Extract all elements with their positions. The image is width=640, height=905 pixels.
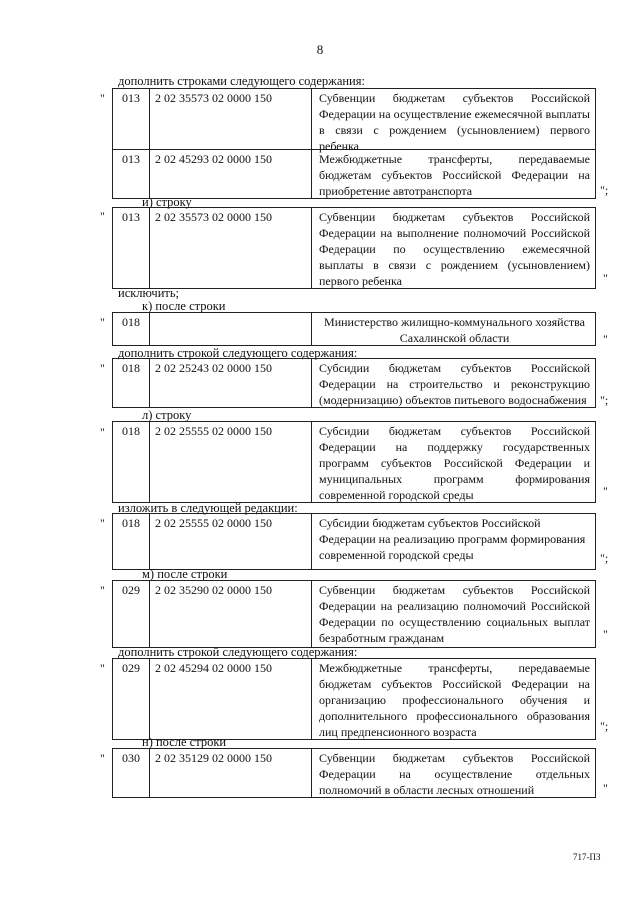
amendment-table: [112, 580, 596, 648]
admin-code-cell: 030: [113, 749, 150, 797]
instruction-text: л) строку: [142, 408, 192, 422]
instruction-text: к) после строки: [142, 299, 226, 313]
table-row: [113, 422, 595, 502]
quote-close: ";: [600, 183, 609, 197]
quote-open: ": [100, 425, 105, 439]
budget-code-cell: 2 02 35573 02 0000 150: [150, 208, 312, 288]
quote-close: ": [603, 484, 608, 498]
description-cell: Субвенции бюджетам субъектов Российской Федерации на реализацию полномочий Российской Федерации по осуществлению социальных выплат безработным гражданам: [319, 583, 590, 645]
quote-open: ": [100, 751, 105, 765]
budget-code-cell: 2 02 35129 02 0000 150: [150, 749, 312, 797]
admin-code-cell: 018: [113, 514, 150, 569]
quote-open: ": [100, 583, 105, 597]
instruction-text: м) после строки: [142, 567, 228, 581]
admin-code-cell: 029: [113, 581, 150, 647]
description-cell: Межбюджетные трансферты, передаваемые бюджетам субъектов Российской Федерации на приобретение автотранспорта: [319, 152, 590, 198]
quote-close: ": [603, 627, 608, 641]
quote-open: ": [100, 516, 105, 530]
admin-code-cell: 013: [113, 89, 150, 149]
description-cell: Министерство жилищно-коммунального хозяйства Сахалинской области: [324, 315, 585, 345]
quote-close: ": [603, 781, 608, 795]
quote-open: ": [100, 361, 105, 375]
description-cell: Межбюджетные трансферты, передаваемые бюджетам субъектов Российской Федерации на организацию профессионального обучения и дополнительного профессионального образования лиц предпенсионного возраста: [319, 661, 590, 739]
page-number: 8: [316, 42, 324, 57]
instruction-text: дополнить строкой следующего содержания:: [118, 346, 358, 360]
budget-code-cell: 2 02 45294 02 0000 150: [150, 659, 312, 739]
amendment-table: [112, 421, 596, 503]
description-cell: Субсидии бюджетам субъектов Российской Федерации на поддержку государственных программ субъектов Российской Федерации и муниципальных программ формирования современной городской среды: [319, 424, 590, 502]
admin-code-cell: 013: [113, 150, 150, 198]
table-row: [113, 313, 595, 345]
instruction-text: дополнить строкой следующего содержания:: [118, 645, 358, 659]
description-cell: Субвенции бюджетам субъектов Российской Федерации на выполнение полномочий Российской Федерации по осуществлению ежемесячной выплаты в связи с рождением (усыновлением) первого ребенка: [319, 210, 590, 288]
budget-code-cell: 2 02 25555 02 0000 150: [150, 514, 312, 569]
amendment-table: [112, 513, 596, 570]
quote-close: ": [603, 271, 608, 285]
budget-code-cell: 2 02 25243 02 0000 150: [150, 359, 312, 407]
admin-code-cell: 018: [113, 422, 150, 502]
budget-code-cell: [150, 313, 312, 345]
instruction-text: и) строку: [142, 195, 192, 209]
table-row: [113, 208, 595, 288]
amendment-table: [112, 207, 596, 289]
amendment-table: [112, 88, 596, 199]
description-cell: Субвенции бюджетам субъектов Российской Федерации на осуществление ежемесячной выплаты в связи с рождением (усыновлением) первого ребенка: [319, 91, 590, 153]
amendment-table: [112, 312, 596, 346]
budget-code-cell: 2 02 35573 02 0000 150: [150, 89, 312, 149]
budget-code-cell: 2 02 35290 02 0000 150: [150, 581, 312, 647]
description-cell: Субсидии бюджетам субъектов Российской Федерации на реализацию программ формирования современной городской среды: [319, 516, 586, 562]
description-cell: Субсидии бюджетам субъектов Российской Федерации на строительство и реконструкцию (модернизацию) объектов питьевого водоснабжения: [319, 361, 590, 407]
table-row: [113, 359, 595, 407]
instruction-text: дополнить строками следующего содержания:: [118, 74, 365, 88]
admin-code-cell: 018: [113, 359, 150, 407]
table-row: [113, 581, 595, 647]
table-row: [113, 514, 595, 569]
quote-open: ": [100, 661, 105, 675]
quote-open: ": [100, 209, 105, 223]
admin-code-cell: 018: [113, 313, 150, 345]
quote-open: ": [100, 91, 105, 105]
amendment-table: [112, 658, 596, 740]
table-row: [113, 659, 595, 739]
table-row: [113, 749, 595, 797]
quote-close: ";: [600, 551, 609, 565]
instruction-text: н) после строки: [142, 735, 227, 749]
description-cell: Субвенции бюджетам субъектов Российской Федерации на осуществление отдельных полномочий в области лесных отношений: [319, 751, 590, 797]
quote-close: ": [603, 332, 608, 346]
budget-code-cell: 2 02 25555 02 0000 150: [150, 422, 312, 502]
document-code: 717-ПЗ: [573, 852, 601, 862]
admin-code-cell: 029: [113, 659, 150, 739]
quote-open: ": [100, 315, 105, 329]
table-row: [113, 149, 595, 198]
amendment-table: [112, 358, 596, 408]
quote-close: ";: [600, 719, 609, 733]
admin-code-cell: 013: [113, 208, 150, 288]
table-row: [113, 89, 595, 153]
amendment-table: [112, 748, 596, 798]
budget-code-cell: 2 02 45293 02 0000 150: [150, 150, 312, 198]
quote-close: ";: [600, 393, 609, 407]
instruction-text: исключить;: [118, 286, 180, 300]
instruction-text: изложить в следующей редакции:: [118, 501, 298, 515]
